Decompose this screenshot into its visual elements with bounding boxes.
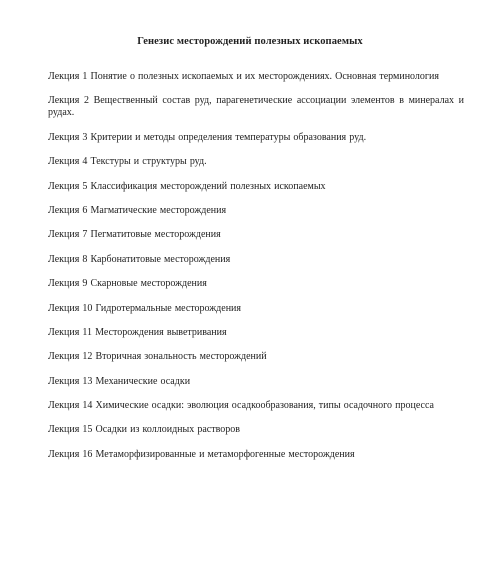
- lecture-item-8: Лекция 8 Карбонатитовые месторождения: [48, 253, 231, 265]
- lecture-item-12: Лекция 12 Вторичная зональность месторождений: [48, 351, 267, 363]
- lecture-list: [48, 71, 464, 473]
- lecture-item-11: Лекция 11 Месторождения выветривания: [48, 326, 227, 338]
- lecture-item-5: Лекция 5 Классификация месторождений полезных ископаемых: [48, 180, 326, 192]
- lecture-item-9: Лекция 9 Скарновые месторождения: [48, 278, 207, 290]
- lecture-item-16: Лекция 16 Метаморфизированные и метаморфогенные месторождения: [48, 448, 355, 460]
- lecture-item-6: Лекция 6 Магматические месторождения: [48, 204, 227, 216]
- lecture-item-7: Лекция 7 Пегматитовые месторождения: [48, 229, 221, 241]
- lecture-item-3: Лекция 3 Критерии и методы определения температуры образования руд.: [48, 131, 367, 143]
- lecture-item-4: Лекция 4 Текстуры и структуры руд.: [48, 156, 207, 168]
- lecture-item-1: Лекция 1 Понятие о полезных ископаемых и их месторождениях. Основная терминология: [48, 71, 439, 82]
- document-title: Генезис месторождений полезных ископаемых: [137, 36, 363, 47]
- lecture-item-14: Лекция 14 Химические осадки: эволюция осадкообразования, типы осадочного процесса: [48, 400, 434, 412]
- lecture-item-10: Лекция 10 Гидротермальные месторождения: [48, 302, 242, 314]
- lecture-item-15: Лекция 15 Осадки из коллоидных растворов: [48, 424, 240, 436]
- lecture-item-2: Лекция 2 Вещественный состав руд, парагенетические ассоциации элементов в минералах и рудах.: [48, 95, 464, 119]
- lecture-item-13: Лекция 13 Механические осадки: [48, 375, 191, 387]
